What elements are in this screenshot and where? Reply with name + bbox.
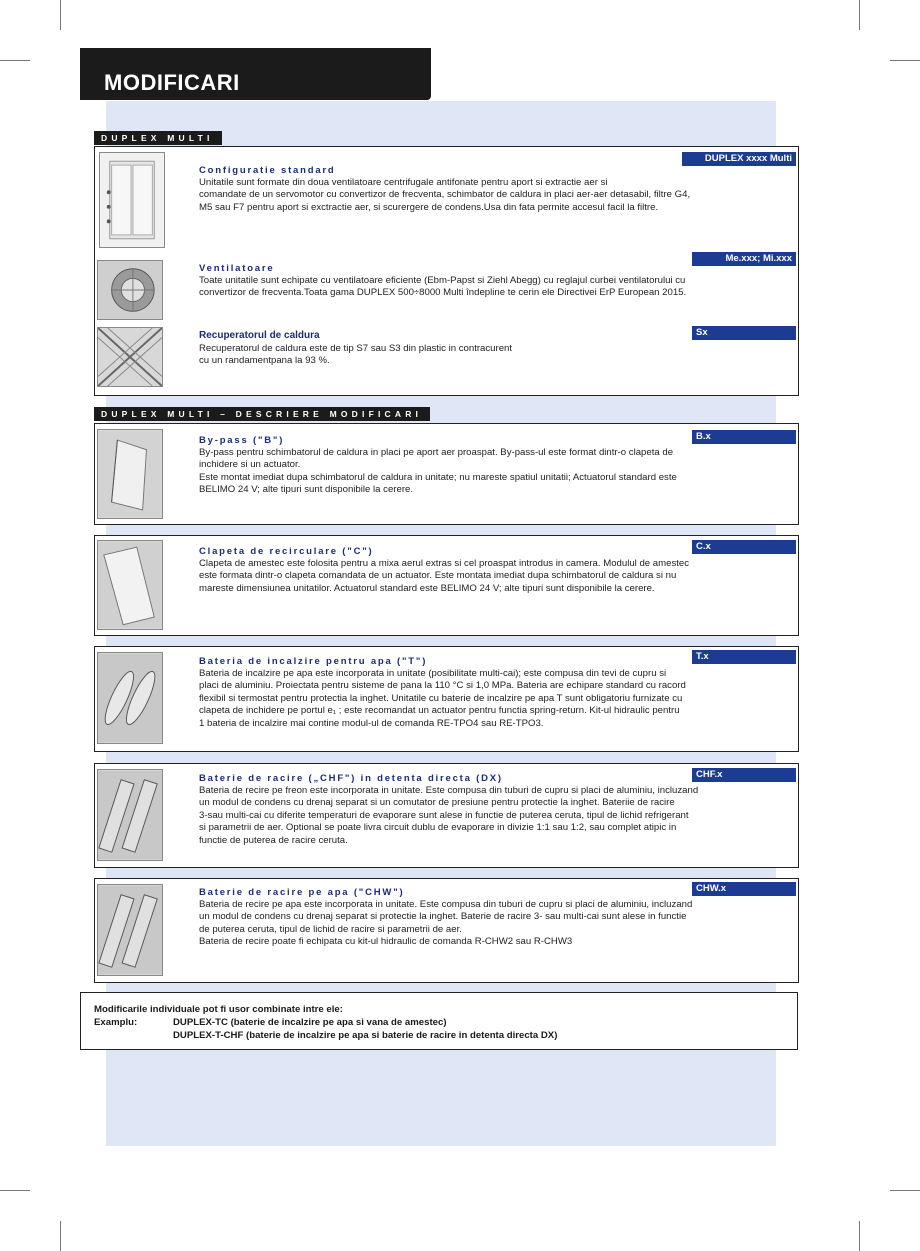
combination-note [80,992,798,1050]
section-label-descriere: DUPLEX MULTI – DESCRIERE MODIFICARI [94,407,430,421]
item-title: Recuperatorul de caldura [199,330,320,341]
item-title: Ventilatoare [199,263,275,274]
item-title: Baterie de racire („CHF") in detenta directa (DX) [199,773,503,784]
crop-mark [890,1190,920,1191]
fan-image [97,260,163,320]
example-label: Examplu: [94,1017,138,1028]
item-title: Bateria de incalzire pentru apa ("T") [199,656,428,667]
tag-badge: CHW.x [692,882,796,896]
item-text: Recuperatorul de caldura este de tip S7 sau S3 din plastic in contracurent cu un randamentpana la 93 %. [199,343,513,367]
damper-image [97,540,163,630]
crop-mark [0,60,30,61]
item-title: Clapeta de recirculare ("C") [199,546,374,557]
cooling-dx-image [97,769,163,861]
section-label-duplex-multi: DUPLEX MULTI [94,131,222,145]
item-title: Baterie de racire pe apa ("CHW") [199,887,405,898]
crop-mark [859,1221,860,1251]
example-line: DUPLEX-TC (baterie de incalzire pe apa si vana de amestec) [173,1017,447,1028]
heating-coil-image [97,652,163,744]
tag-badge: DUPLEX xxxx Multi [682,152,796,166]
cooling-water-image [97,884,163,976]
item-text: Bateria de incalzire pe apa este incorporata in unitate (posibilitate multi-cai); este compusa din tevi de cupru si placi de aluminiu. Proiectata pentru sisteme de pana la 110 °C si 1,0 MPa. Bateria are echipare standard cu racord flexibil si termostat pentru protectia la inghet. Unitatile cu baterie de incalzire pe apa T sunt obligatoriu furnizate cu clapeta de inchidere pe portul e₁ ; este recomandat un actuator pentru functia spring-return. Kit-ul hidraulic pentru 1 bateria de incalzire mai contine modul-ul de comanda RE-TPO4 sau RE-TPO3. [199,668,686,729]
crop-mark [0,1190,30,1191]
item-text: Clapeta de amestec este folosita pentru a mixa aerul extras si cel proaspat introdus in camera. Modulul de amestec este formata dintr-o clapeta comandata de un actuator. Este montata imediat dupa schimbatorul de caldura si nu mareste dimensiunea unitatilor. Actuatorul standard este BELIMO 24 V; alte tipuri sunt disponibile la cerere. [199,558,690,594]
tag-badge: Me.xxx; Mi.xxx [692,252,796,266]
tag-badge: B.x [692,430,796,444]
tag-badge: Sx [692,326,796,340]
heat-exchanger-image [97,327,163,387]
note-line: Modificarile individuale pot fi usor combinate intre ele: [94,1004,343,1015]
item-title: By-pass ("B") [199,435,285,446]
unit-image [99,152,165,248]
page-title-bar [80,48,431,100]
crop-mark [890,60,920,61]
item-text: Bateria de recire pe apa este incorporata in unitate. Este compusa din tuburi de cupru si placi de aluminiu, incluzand un modul de condens cu drenaj separat si protectie la inghet. Baterie de racire 3- sau multi-cai sunt alese in functie de puterea ceruta, tipul de lichid de racire si parametrii de aer. Bateria de recire poate fi echipata cu kit-ul hidraulic de comanda R-CHW2 sau R-CHW3 [199,899,693,948]
crop-mark [60,0,61,30]
item-text: Toate unitatile sunt echipate cu ventilatoare eficiente (Ebm-Papst si Ziehl Abegg) cu reglajul curbei ventilatorului cu convertizor de frecventa.Toata gama DUPLEX 500÷8000 Multi îndepline te cerin ele Directivei ErP European 2015. [199,275,687,299]
item-text: By-pass pentru schimbatorul de caldura in placi pe aport aer proaspat. By-pass-ul este format dintr-o clapeta de inchidere si un actuator. Este montat imediat dupa schimbatorul de caldura in unitate; nu mareste spatiul unitatii; Actuatorul standard este BELIMO 24 V; alte tipuri sunt disponibile la cerere. [199,447,677,496]
bypass-image [97,429,163,519]
tag-badge: CHF.x [692,768,796,782]
page-title: MODIFICARI [104,70,240,95]
item-text: Bateria de recire pe freon este incorporata in unitate. Este compusa din tuburi de cupru si placi de aluminiu, incluzand un modul de condens cu drenaj separat si un comutator de presiune pentru protectie la inghet. Bateriie de racire 3-sau multi-cai cu diferite temperaturi de evaporare sunt alese in functie de puterea ceruta, tipul de lichid refrigerant si parametrii de aer. Optional se poate livra circuit dublu de evaporare in divizie 1:1 sau 1:2, sau complet atipic in functie de puterea de racire ceruta. [199,785,699,846]
tag-badge: C.x [692,540,796,554]
tag-badge: T.x [692,650,796,664]
item-text: Unitatile sunt formate din doua ventilatoare centrifugale antifonate pentru aport si extractie aer si comandate de un servomotor cu convertizor de frecventa, schimbator de caldura in placi aer-aer detasabil, filtre G4, M5 sau F7 pentru aport si exctractie aer, si scurergere de condens.Usa din fata permite accesul facil la filtre. [199,177,691,213]
item-title: Configuratie standard [199,165,336,176]
example-line: DUPLEX-T-CHF (baterie de incalzire pe apa si baterie de racire in detenta directa DX) [173,1030,558,1041]
crop-mark [859,0,860,30]
crop-mark [60,1221,61,1251]
